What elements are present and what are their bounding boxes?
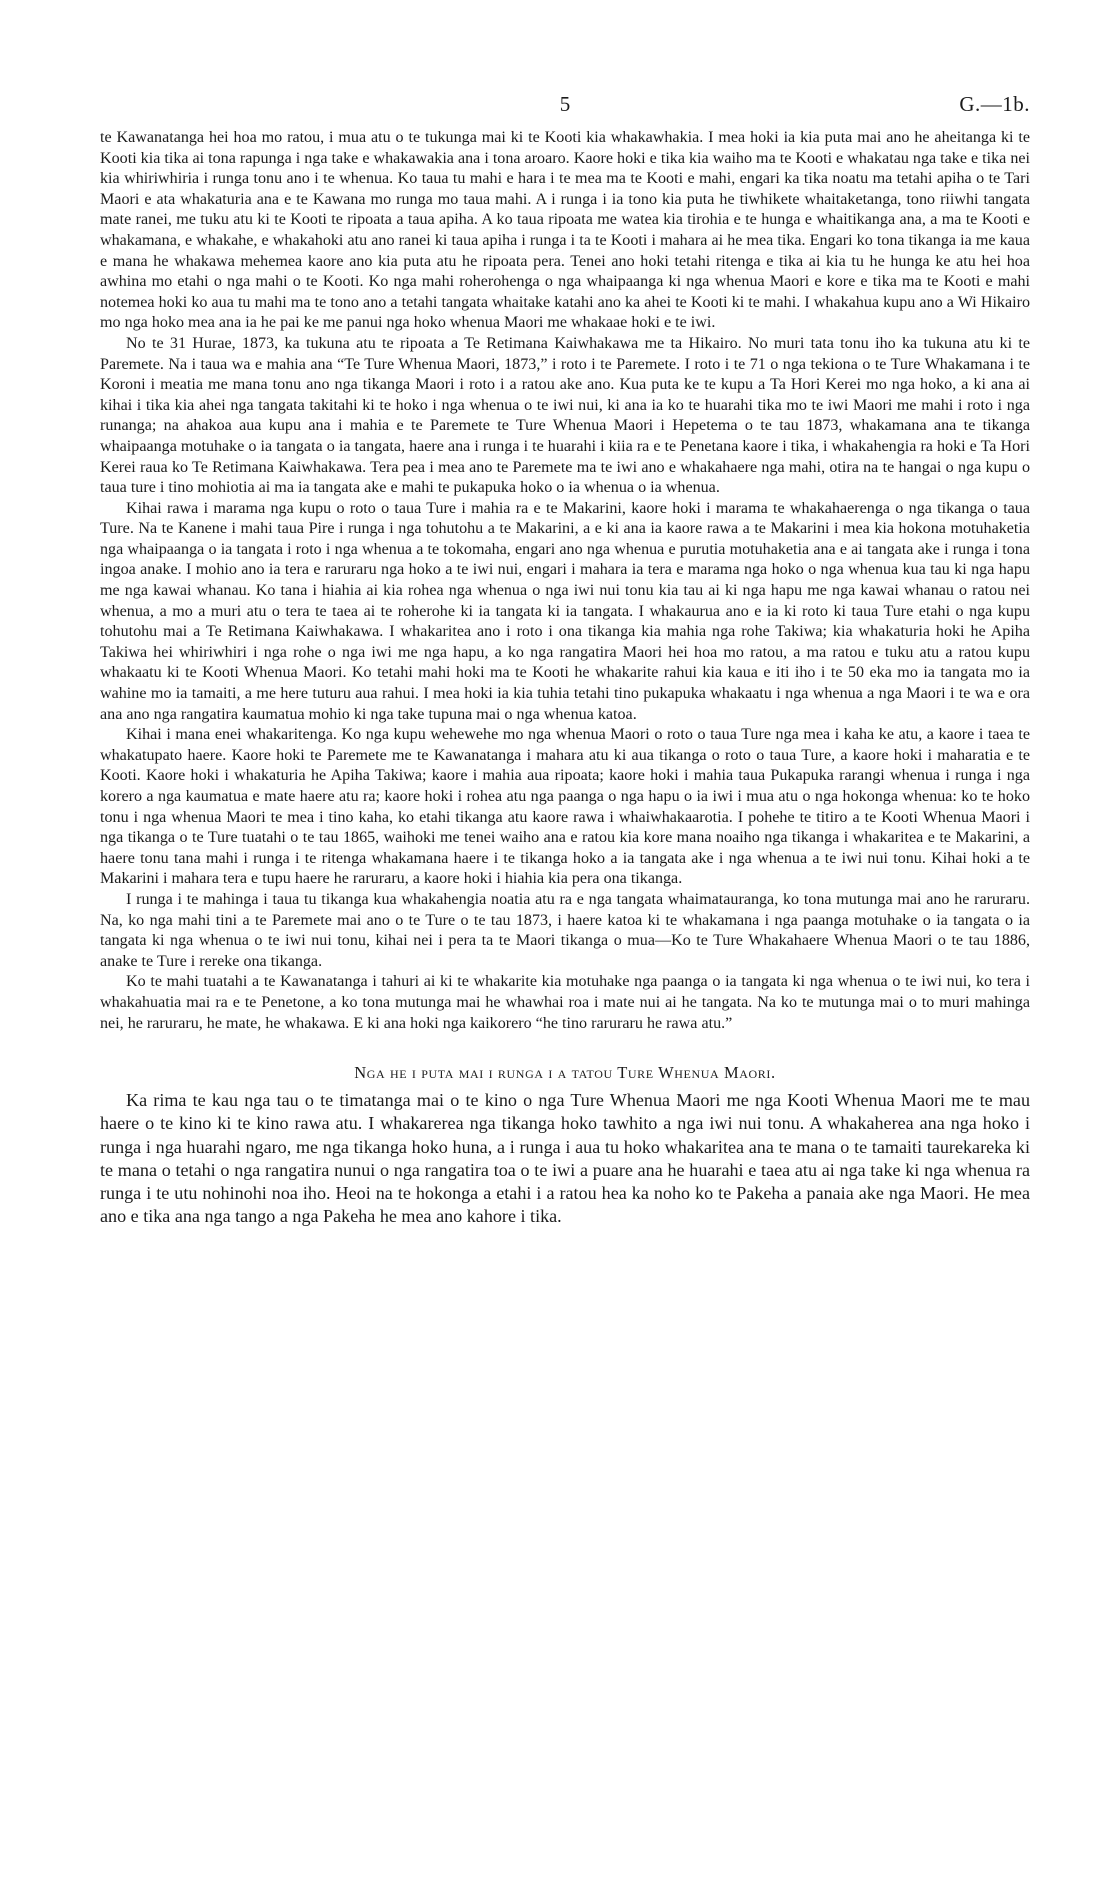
body-text xyxy=(100,128,1030,1228)
document-reference: G.—1b. xyxy=(959,92,1030,116)
paragraph: I runga i te mahinga i taua tu tikanga kua whakahengia noatia atu ra e nga tangata whaimatauranga, ko tona mutunga mai ano he raruraru. Na, ko nga mahi tini a te Paremete mai ano o te Ture o te tau 1873, i haere katoa ki te whakamana i nga paanga motuhake o ia tangata o ia tangata ki nga whenua o te iwi nui tonu, kihai nei i pera ta te Maori tikanga o mua—Ko te Ture Whakahaere Whenua Maori o te tau 1886, anake te Ture i rereke ona tikanga. xyxy=(100,890,1030,970)
page-header xyxy=(100,86,1030,126)
section-paragraph: Ka rima te kau nga tau o te timatanga mai o te kino o nga Ture Whenua Maori me nga Kooti Whenua Maori me te mau haere o te kino ki te kino rawa atu. I whakarerea nga tikanga hoko tawhito a nga iwi nui tonu. A whakaherea ana nga hoko i runga i nga huarahi ngaro, me nga tikanga hoko huna, a i runga i aua tu hoko whakaritea ana te mana o te tamaiti taurekareka ki te mana o tetahi o nga rangatira nunui o nga rangatira toa o te iwi a puare ana he huarahi e taea atu ai nga take ki nga whenua ra runga i te utu nohinohi noa iho. Heoi na te hokonga a etahi i a ratou hea ka noho ko te Pakeha a panaia ake nga Maori. He mea ano e tika ana nga tango a nga Pakeha he mea ano kahore i tika. xyxy=(100,1090,1030,1227)
paragraph: Kihai i mana enei whakaritenga. Ko nga kupu wehewehe mo nga whenua Maori o roto o taua Ture nga mea i kaha ke atu, a kaore i taea te whakatupato haere. Kaore hoki te Paremete me te Kawanatanga i mahara atu ki aua tikanga o roto o taua Ture, a kaore hoki i maharatia e te Kooti. Kaore hoki i whakaturia he Apiha Takiwa; kaore i mahia aua ripoata; kaore hoki i mahia taua Pukapuka rarangi whenua i runga i nga korero a nga kaumatua e mate haere atu ra; kaore hoki i rohea atu nga paanga o nga hapu o ia iwi i mua atu o nga hokonga whenua: ko te hoko tonu i nga whenua Maori te mea i tino kaha, ko etahi tikanga atu kaore rawa i whaiwhakaarotia. I pohehe te titiro a te Kooti Whenua Maori i nga tikanga o te Ture tuatahi o te tau 1865, waihoki me tenei waiho ana e ratou kia kore mana noaiho nga tikanga i whakaritea e te Makarini, a haere tonu tana mahi i runga i te ritenga whakamana haere i te tikanga hoko a ia tangata ake i nga whenua a te iwi nui tonu. Kihai hoki a te Makarini i mahara tera e tupu haere he raruraru, a kaore hoki i hiahia kia pera ona tikanga. xyxy=(100,726,1030,888)
page-number: 5 xyxy=(559,92,571,116)
paragraph: Kihai rawa i marama nga kupu o roto o taua Ture i mahia ra e te Makarini, kaore hoki i marama te whakahaerenga o nga tikanga o taua Ture. Na te Kanene i mahi taua Pire i runga i nga tohutohu a te Makarini, a e ki ana ia kaore rawa a te Makarini i mea kia hokona motuhaketia nga whaipaanga o ia tangata i roto i nga whenua a te tokomaha, engari ano nga whenua e purutia motuhaketia ana e ai tangata ake i runga i tona ingoa anake. I mohio ano ia tera e raruraru nga hoko a te iwi nui, engari i mahara ia tera e marama nga hoko o nga whenua kua tau ki nga hapu me nga kawai whanau. Ko tana i hiahia ai kia rohea nga whenua o nga iwi nui tonu kia tau ai ki nga hapu me nga kawai whanau o ratou nei whenua, a mo a muri atu o tera te taea ai te roherohe ki ia tangata ki ia tangata. I whakaurua ano e ia ki roto ki taua Ture etahi o nga kupu tohutohu mai a Te Retimana Kaiwhakawa. I whakaritea ano i roto i ona tikanga kia mahia nga rohe Takiwa; kia whakaturia hoki he Apiha Takiwa hei whiriwhiri i nga rohe o nga iwi me nga hapu, a ko nga rangatira Maori hei hoa mo ratou, a ma ratou e tuku atu a ratou kupu whakaatu ki te Kooti Whenua Maori. Ko tetahi mahi hoki ma te Kooti he whakarite rahui kia kaua e iti iho i te 50 eka mo ia tangata mo ia wahine mo ia tamaiti, a me here tuturu aua rahui. I mea hoki ia kia tuhia tetahi tino pukapuka whakaatu i nga whenua a nga Maori i te wa e ora ana ano nga rangatira kaumatua mohio ki nga take tupuna mai o nga whenua katoa. xyxy=(100,499,1030,723)
document-page xyxy=(100,86,1030,1228)
section-heading: Nga he i puta mai i runga i a tatou Ture Whenua Maori. xyxy=(354,1063,776,1083)
paragraph: Ko te mahi tuatahi a te Kawanatanga i tahuri ai ki te whakarite kia motuhake nga paanga o ia tangata ki nga whenua o te iwi nui, ko tera i whakahuatia mai ra e te Penetone, a ko tona mutunga mai he whawhai roa i mate nui ai he tangata. Na ko te mutunga mai o to muri mahinga nei, he raruraru, he mate, he whakawa. E ki ana hoki nga kaikorero “he tino raruraru he rawa atu.” xyxy=(100,973,1030,1032)
paragraph: No te 31 Hurae, 1873, ka tukuna atu te ripoata a Te Retimana Kaiwhakawa me ta Hikairo. No muri tata tonu iho ka tukuna atu ki te Paremete. Na i taua wa e mahia ana “Te Ture Whenua Maori, 1873,” i roto i te Paremete. I roto i te 71 o nga tekiona o te Ture Whakamana i te Koroni i meatia me mana tonu ano nga tikanga Maori i roto i a ratou ake ano. Kua puta ke te kupu a Ta Hori Kerei mo nga hoko, a ki ana ai kihai i tika kia ahei nga tangata takitahi ki te hoko i nga whenua o te iwi nui, ki ana ia ko te huarahi tika mo te iwi Maori me mahi i roto i nga runanga; na ahakoa aua kupu ana i mahia e te Paremete te Ture Whenua Maori i Hepetema o te tau 1873, whakamana ana te tikanga whaipaanga motuhake o ia tangata o ia tangata, haere ana i runga i te huarahi i kiia ra e te Penetana kaore i tika, i whakahengia ra hoki e Ta Hori Kerei raua ko Te Retimana Kaiwhakawa. Tera pea i mea ano te Paremete ma te iwi ano e whakahaere nga mahi, otira na te hangai o nga kupu o taua ture i tino mohiotia ai ma ia tangata ake e mahi te pukapuka hoko o ia whenua o ia whenua. xyxy=(100,334,1030,497)
paragraph: te Kawanatanga hei hoa mo ratou, i mua atu o te tukunga mai ki te Kooti kia whakawhakia. I mea hoki ia kia puta mai ano he aheitanga ki te Kooti kia tika ai tona rapunga i nga take e whakawakia ana i tona aroaro. Kaore hoki e tika kia waiho ma te Kooti e whakatau nga take e tika nei kia whiriwhiria i runga tonu ano i te whenua. Ko taua tu mahi e hara i te mea ma te Kooti e mahi, engari ka tika noatu ma tetahi apiha o te Tari Maori e ata whakaturia ana e te Kawana mo runga mo taua mahi. A i runga i ia tono kia puta he tiwhikete whaitaketanga, tono riiwhi tangata mate ranei, me tuku atu ki te Kooti te ripoata a taua apiha. A ko taua ripoata me watea kia tirohia e te hunga e whaitikanga ana, a ma te Kooti e whakamana, e whakahe, e whakahoki atu ano ranei ki taua apiha i runga i ta te Kooti i mahara ai he mea tika. Engari ko tona tikanga ia me kaua e mana he whakawa mehemea kaore ano kia puta atu he ripoata pera. Tenei ano hoki tetahi ritenga e tika ai kia tu he hunga ke atu hei hoa awhina mo etahi o nga mahi o te Kooti. Ko nga mahi roherohenga o nga whaipaanga ki nga whenua Maori e kore e tika ma te Kooti e mahi notemea hoki ko aua tu mahi ma te tono ano a tetahi tangata whaitake katahi ano ka ahei te Kooti ki te mahi. I whakahua kupu ano a Wi Hikairo mo nga hoko mea ana ia he pai ke me panui nga hoko whenua Maori me whakaae hoki e te iwi. xyxy=(100,129,1030,332)
